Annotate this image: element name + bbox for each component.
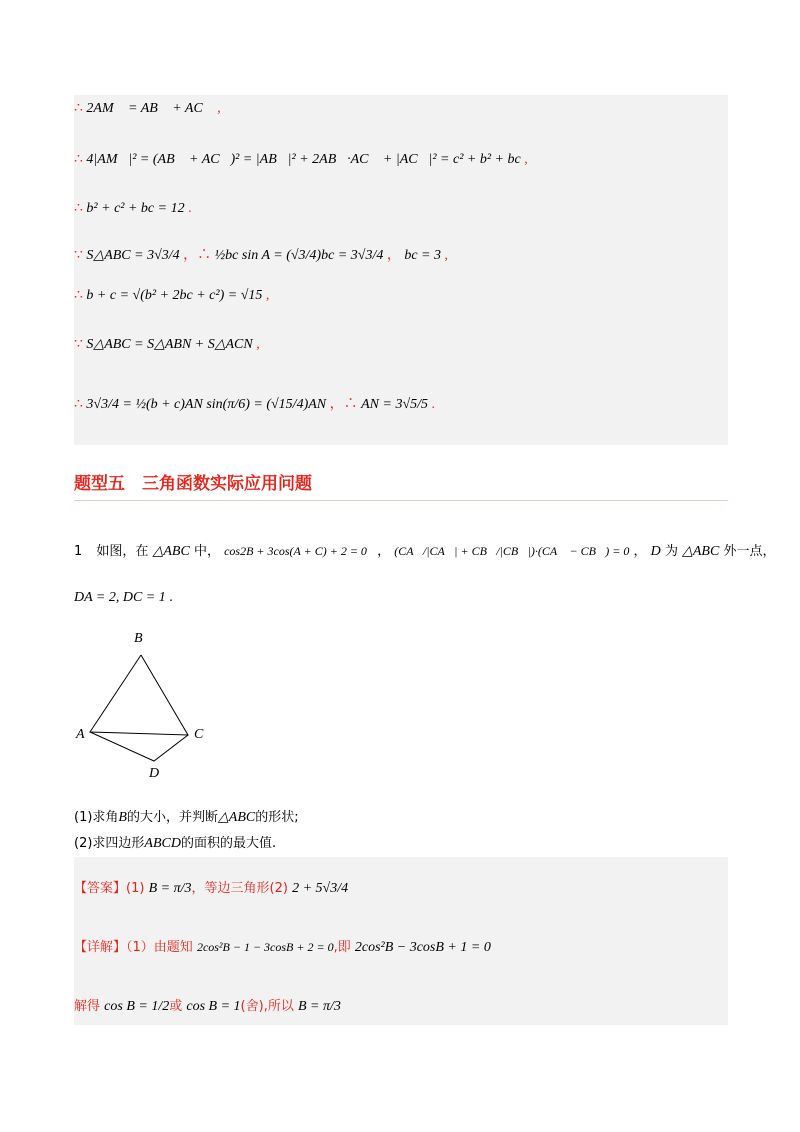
part-marker: (1) — [126, 881, 145, 896]
question-text: (2)求四边形 — [74, 836, 145, 851]
question-text: 的形状; — [255, 810, 299, 825]
answer-angle: B = π/3 — [148, 881, 192, 896]
triangle-acd-edges — [90, 732, 188, 761]
triangle-label: △ABC — [152, 544, 190, 559]
question-text: (1)求角 — [74, 810, 119, 825]
solution-line-3 — [74, 200, 192, 217]
problem-statement-line-2 — [74, 590, 173, 606]
problem-statement-line-1: 1 如图，在 △ABC 中， cos2B + 3cos(A + C) + 2 = 0 ， (CA⃗/|CA⃗| + CB⃗/|CB⃗|)·(CA⃗ − CB⃗) = 0 ， D 为 △ABC 外一点， — [74, 544, 776, 559]
vertex-label-d: D — [149, 766, 160, 781]
problem-intro: 如图，在 — [96, 544, 149, 559]
math-expression: 2AM⃗ = AB⃗ + AC⃗ — [86, 101, 214, 116]
quadrilateral-label: ABCD — [144, 836, 181, 851]
therefore-symbol: ∴ — [74, 288, 83, 303]
math-expression: S△ABC = 3√3/4 — [86, 248, 180, 263]
vertex-label-b: B — [134, 631, 143, 646]
triangle-label: △ABC — [682, 544, 720, 559]
detail-text: ,即 — [333, 940, 351, 955]
condition-vector: (CA⃗/|CA⃗| + CB⃗/|CB⃗|)·(CA⃗ − CB⃗) = 0 — [394, 544, 630, 558]
question-1 — [74, 806, 299, 826]
solution-line-5 — [74, 287, 269, 304]
detail-text: 或 — [169, 999, 183, 1014]
therefore-symbol: ∴ — [74, 397, 83, 412]
condition-lengths: DA = 2, DC = 1 — [74, 590, 166, 605]
equation: 2cos²B − 3cosB + 1 = 0 — [354, 940, 491, 955]
solution-line-1 — [74, 100, 221, 117]
punctuation: ，∴ — [329, 397, 358, 412]
punctuation: ，∴ — [183, 248, 212, 263]
equation: 2cos²B − 1 − 3cosB + 2 = 0 — [196, 940, 334, 954]
equation: cos B = 1/2 — [104, 999, 170, 1014]
therefore-symbol: ∴ — [74, 101, 83, 116]
heading-divider — [74, 500, 728, 501]
answer-area: 2 + 5√3/4 — [292, 881, 349, 896]
math-expression: b² + c² + bc = 12 — [86, 201, 185, 216]
detail-text: 解得 — [74, 999, 101, 1014]
problem-number: 1 — [74, 544, 83, 559]
math-expression: b + c = √(b² + 2bc + c²) = √15 — [86, 288, 263, 303]
problem-text: 中， — [193, 544, 220, 559]
punctuation: . — [169, 590, 173, 605]
answer-line — [74, 877, 348, 897]
because-symbol: ∵ — [74, 248, 83, 263]
detail-text: (舍),所以 — [240, 999, 294, 1014]
vertex-label-c: C — [194, 727, 204, 742]
because-symbol: ∵ — [74, 337, 83, 352]
math-expression: AN = 3√5/5 — [361, 397, 429, 412]
punctuation: , — [444, 248, 449, 263]
detail-tag: 【详解】 — [74, 940, 127, 955]
solution-line-2 — [74, 151, 528, 168]
problem-text: 为 — [664, 544, 678, 559]
condition-cos: cos2B + 3cos(A + C) + 2 = 0 — [224, 544, 367, 558]
punctuation: , — [524, 152, 528, 167]
math-expression: 4|AM⃗|² = (AB⃗ + AC⃗)² = |AB⃗|² + 2AB⃗·AC⃗ + |AC⃗|² = c² + b² + bc — [86, 152, 521, 167]
punctuation: . — [188, 201, 192, 216]
math-expression: ½bc sin A = (√3/4)bc = 3√3/4 — [214, 248, 384, 263]
point-d: D — [650, 544, 661, 559]
section-heading: 题型五 三角函数实际应用问题 — [74, 474, 312, 494]
detail-line-2 — [74, 995, 341, 1015]
question-2 — [74, 832, 276, 852]
therefore-symbol: ∴ — [74, 152, 83, 167]
solution-line-6 — [74, 336, 260, 353]
detail-text: （1）由题知 — [126, 940, 193, 955]
solution-line-7 — [74, 393, 435, 413]
triangle-abc-edges — [90, 655, 188, 735]
angle-label: B — [118, 810, 127, 825]
vertex-label-a: A — [76, 727, 85, 742]
punctuation: , — [265, 288, 270, 303]
solution-line-4 — [74, 244, 448, 264]
part-marker: (2) — [269, 881, 288, 896]
punctuation: . — [431, 397, 436, 412]
answer-tag: 【答案】 — [74, 881, 127, 896]
question-text: 的大小，并判断 — [126, 810, 218, 825]
question-text: 的面积的最大值. — [180, 836, 277, 851]
math-expression: S△ABC = S△ABN + S△ACN — [86, 337, 253, 352]
punctuation: , — [256, 337, 260, 352]
answer-shape: ，等边三角形 — [191, 881, 270, 896]
problem-text: 外一点， — [723, 544, 776, 559]
punctuation: , — [217, 101, 221, 116]
quadrilateral-figure — [70, 625, 220, 785]
detail-line-1 — [74, 936, 491, 956]
math-expression: 3√3/4 = ½(b + c)AN sin(π/6) = (√15/4)AN — [86, 397, 327, 412]
therefore-symbol: ∴ — [74, 201, 83, 216]
equation: B = π/3 — [297, 999, 341, 1014]
triangle-label: △ABC — [218, 810, 256, 825]
equation: cos B = 1 — [186, 999, 241, 1014]
math-expression: bc = 3 — [404, 248, 442, 263]
punctuation: ， — [386, 248, 401, 263]
